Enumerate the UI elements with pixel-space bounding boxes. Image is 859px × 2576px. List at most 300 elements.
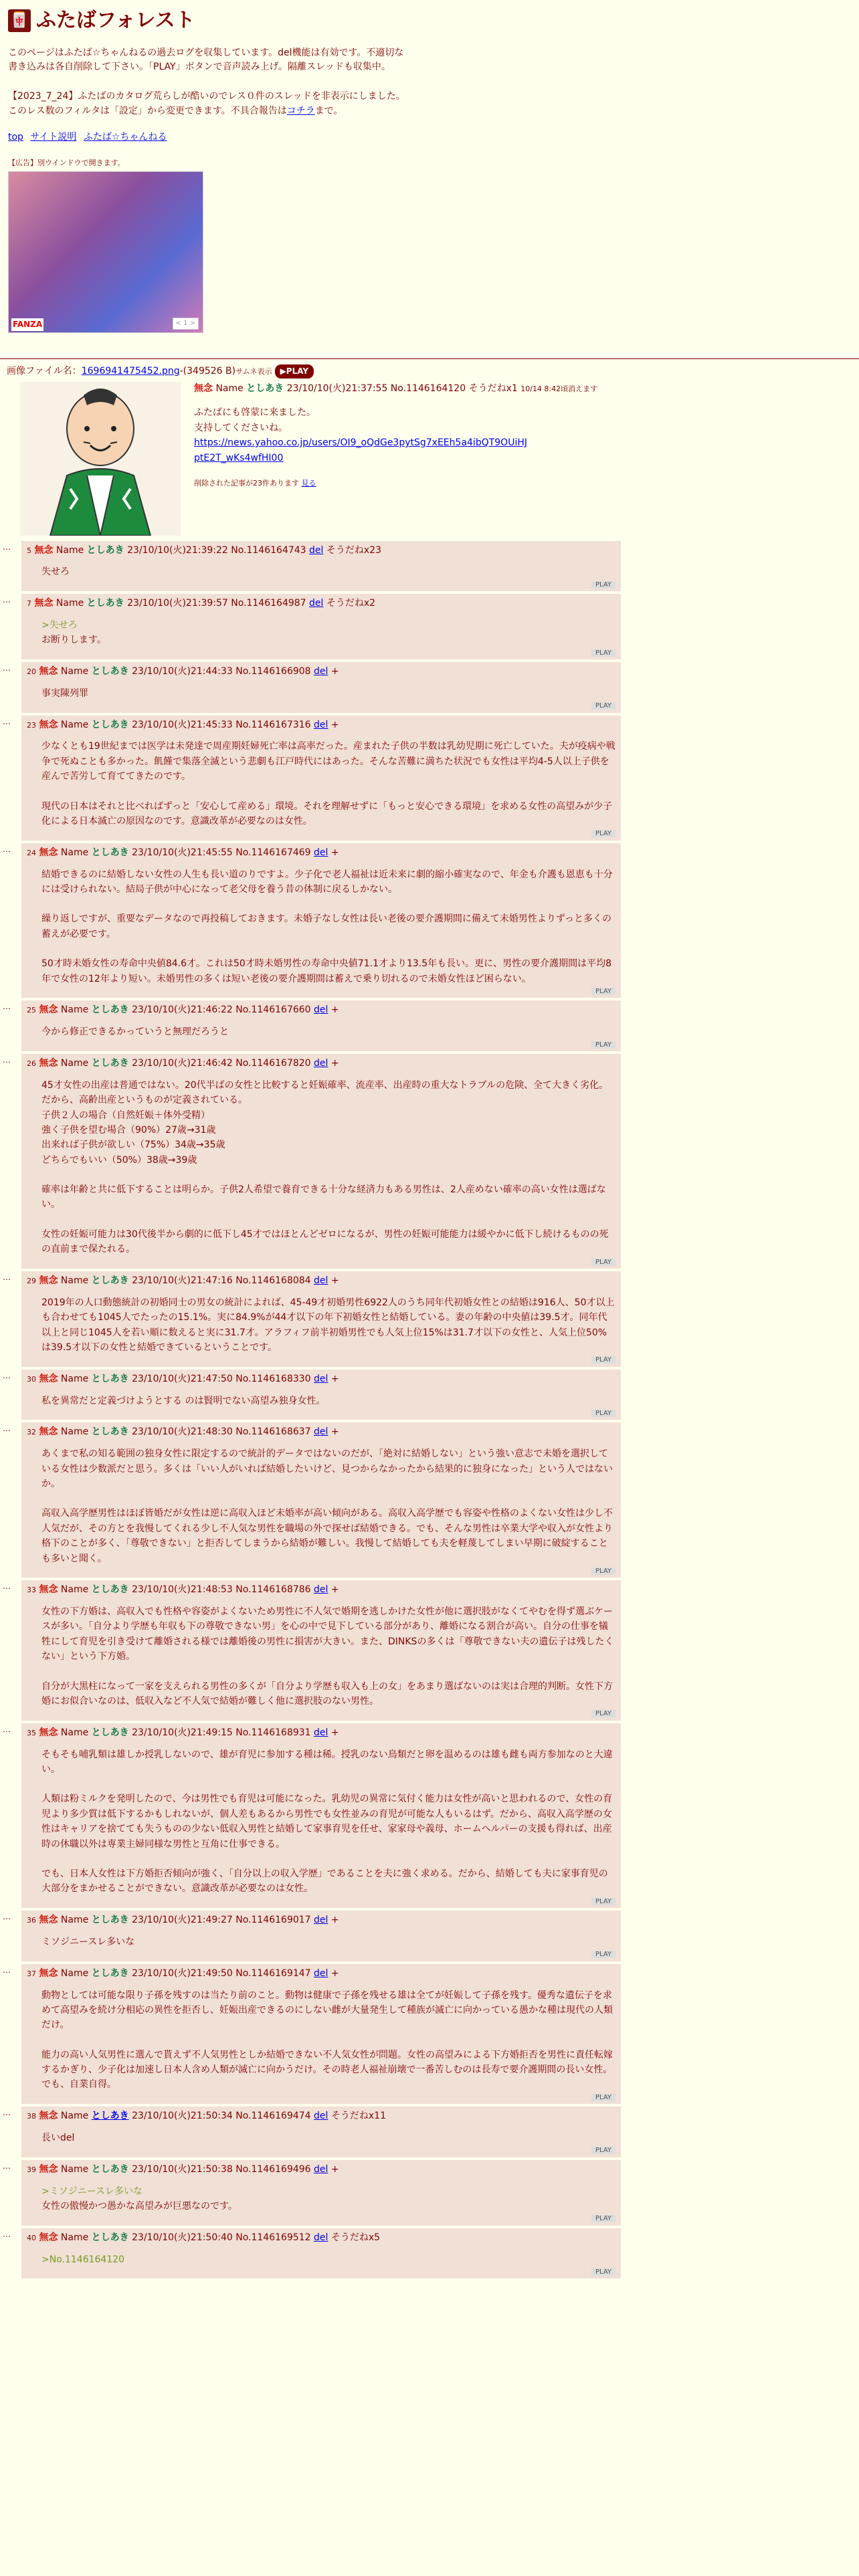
reply-box (21, 541, 621, 592)
reply-text (41, 867, 615, 986)
reply-post (3, 1723, 615, 1908)
reply-line: 2019年の人口動態統計の初婚同士の男女の統計によれば、45-49才初婚男性6922人のうち同年代初婚女性との結婚は916人、50才以上も合わせても1045人でたったの15.1%。実に84.9%が44才以下の年下初婚女性と結婚している。妻の年齢の中央値は39.5才。同年代以上と同じ1045人を若い順に数えると実に31.7才。アラフィフ前半初婚男性でも人気上位15%は31.7才以下の女性と、人気上位50%は39.5才以下の女性と結婚できているということです。 (41, 1297, 615, 1353)
op-content (194, 382, 852, 536)
reply-datetime: 23/10/10(火)21:39:57 No.1146164987 (127, 598, 306, 609)
reply-del-link[interactable]: del (314, 666, 328, 677)
reply-header (27, 665, 615, 679)
reply-sodane[interactable]: + (330, 2163, 339, 2175)
reply-box (21, 2107, 621, 2157)
op-name: としあき (246, 383, 284, 394)
intro-text-2-before: 【2023_7_24】ふたばのカタログ荒らしが酷いのでレス０件のスレッドを非表示にしました。このレス数のフィルタは「設定」から変更できます。不具合報告は (8, 90, 405, 116)
reply-sodane[interactable]: そうだねx5 (330, 2232, 381, 2243)
reply-dots: … (3, 716, 11, 726)
reply-index: 37 (27, 1969, 36, 1978)
reply-line: でも、日本人女性は下方婚拒否傾向が強く、「自分以上の収入学歴」であることを夫に強く求める。だから、結婚しても夫に家事育児の大部分をまかせることができない。意識改革が必要なのは女性。 (41, 1868, 608, 1895)
reply-subject: 無念 (39, 1275, 58, 1287)
reply-name: としあき (86, 598, 124, 609)
header (0, 0, 859, 333)
reply-del-link[interactable]: del (314, 1058, 328, 1069)
reply-del-link[interactable]: del (314, 847, 328, 858)
reply-play (27, 2214, 615, 2224)
reply-sodane[interactable]: + (330, 1426, 339, 1438)
reply-play-button[interactable]: PLAY (591, 1951, 615, 1958)
reply-box (21, 1422, 621, 1578)
reply-line: >ミソジニースレ多いな (41, 2185, 143, 2197)
reply-play-button[interactable]: PLAY (591, 1710, 615, 1717)
reply-text (41, 1295, 615, 1356)
reply-del-link[interactable]: del (314, 719, 328, 730)
reply-play (27, 1566, 615, 1577)
reply-datetime: 23/10/10(火)21:46:42 No.1146167820 (132, 1058, 311, 1069)
reply-text (41, 2252, 615, 2267)
reply-del-link[interactable]: del (314, 1275, 328, 1287)
title-row (8, 5, 851, 37)
reply-post (3, 1422, 615, 1578)
reply-play (27, 1040, 615, 1051)
reply-dots: … (3, 1424, 11, 1434)
reply-dots: … (3, 1273, 11, 1283)
reply-dots: … (3, 2161, 11, 2171)
reply-line: 高収入高学歴男性はほぼ皆婚だが女性は逆に高収入ほど未婚率が高い傾向がある。高収入高学歴でも容姿や性格のよくない女性は少し不人気だが、その方とを我慢してくれる少し不人気な男性を職場の外で探せば結婚できる。でも、そんな男性は卒業大学や収入が女性より格下のことが多く、「尊敬できない」と拒否してしまうから結婚が難しい。我慢して結婚しても夫を軽蔑してしまい早期に破綻することも多いと聞く。 (41, 1508, 613, 1564)
reply-line: 長いdel (41, 2133, 75, 2144)
reply-box (21, 2228, 621, 2279)
reply-post (3, 1580, 615, 1721)
reply-header (27, 2163, 615, 2177)
reply-index: 24 (27, 848, 36, 857)
reply-index: 23 (27, 720, 36, 730)
reply-play-button[interactable]: PLAY (591, 1568, 615, 1575)
reply-line: >No.1146164120 (41, 2254, 125, 2265)
reply-play (27, 986, 615, 997)
reply-datetime: 23/10/10(火)21:45:33 No.1146167316 (132, 719, 311, 730)
reply-line: ミソジニースレ多いな (41, 1936, 135, 1947)
reply-name-label: Name (60, 1915, 89, 1926)
reply-del-link[interactable]: del (314, 1915, 328, 1926)
reply-box (21, 1054, 621, 1269)
separator (0, 358, 859, 359)
reply-subject: 無念 (39, 719, 58, 730)
reply-post (3, 541, 615, 592)
reply-sodane[interactable]: + (330, 1373, 339, 1384)
reply-name: としあき (91, 666, 129, 677)
reply-play (27, 1897, 615, 1907)
reply-line: 私を異常だと定義づけようとする のは賢明でない高望み独身女性。 (41, 1395, 326, 1406)
site-title[interactable]: ふたばフォレスト (36, 9, 195, 32)
intro-text-2 (8, 90, 409, 118)
toshiaki-avatar-icon (20, 382, 181, 536)
reply-subject: 無念 (39, 1058, 58, 1069)
reply-play (27, 2145, 615, 2156)
reply-play-button[interactable]: PLAY (591, 581, 615, 588)
nav-futaba-link[interactable]: ふたば☆ちゃんねる (83, 132, 167, 143)
reply-play (27, 701, 615, 712)
reply-name-label: Name (60, 1373, 89, 1384)
deleted-view-link[interactable]: 見る (301, 478, 316, 488)
reply-del-link[interactable]: del (309, 598, 324, 609)
reply-index: 40 (27, 2233, 36, 2242)
reply-header (27, 1913, 615, 1928)
intro-text-2-after: まで。 (314, 105, 343, 116)
reply-datetime: 23/10/10(火)21:50:38 No.1146169496 (132, 2163, 311, 2175)
op-text (194, 405, 852, 465)
reply-sodane[interactable]: そうだねx23 (326, 544, 381, 556)
reply-del-link[interactable]: del (314, 1727, 328, 1738)
reply-name-label: Name (60, 2232, 89, 2243)
reply-box (21, 594, 621, 659)
reply-line: 女性の下方婚は、高収入でも性格や容姿がよくないため男性に不人気で婚期を逃しかけた女性が他に選択肢がなくてやむを得ず選ぶケースが多い。「自分より学歴も年収も下の尊敬できない男」を心の中で見下している部分があり、離婚になる割合が高い。自分の仕事を犠牲にして育児を引き受けて離婚される様では離婚後の男性に損害が大きい。また、DINKSの多くは「尊敬できない夫の遺伝子は残したくない」という下方婚。 (41, 1606, 614, 1662)
reply-header (27, 1003, 615, 1018)
op-post (0, 364, 859, 536)
reply-line: 子供２人の場合（自然妊娠＋体外受精） (41, 1109, 210, 1121)
reply-subject: 無念 (34, 544, 54, 556)
reply-name: としあき (91, 1275, 129, 1287)
reply-sodane[interactable]: + (330, 1004, 339, 1016)
reply-name-label: Name (60, 1727, 89, 1738)
reply-index: 39 (27, 2165, 36, 2174)
reply-subject: 無念 (39, 1584, 58, 1596)
reply-name: としあき (91, 1967, 129, 1979)
reply-subject: 無念 (39, 666, 58, 677)
reply-post (3, 1054, 615, 1269)
reply-del-link[interactable]: del (314, 2163, 328, 2175)
reply-play-button[interactable]: PLAY (591, 1898, 615, 1905)
reply-subject: 無念 (39, 1426, 58, 1438)
reply-name-link[interactable]: としあき (91, 2111, 129, 2122)
reply-text (41, 1747, 615, 1897)
reply-index: 38 (27, 2112, 36, 2121)
reply-del-link[interactable]: del (314, 1967, 328, 1979)
reply-index: 30 (27, 1374, 36, 1384)
reply-dots: … (3, 1965, 11, 1975)
bug-report-link[interactable]: コチラ (286, 105, 315, 116)
reply-datetime: 23/10/10(火)21:46:22 No.1146167660 (132, 1004, 311, 1016)
replies (0, 541, 859, 2279)
reply-datetime: 23/10/10(火)21:50:34 No.1146169474 (132, 2111, 311, 2122)
reply-name-label: Name (56, 598, 84, 609)
reply-sodane[interactable]: + (330, 719, 339, 730)
reply-play (27, 1709, 615, 1719)
reply-box (21, 1580, 621, 1721)
reply-dots: … (3, 1582, 11, 1592)
reply-play-button[interactable]: PLAY (591, 1041, 615, 1049)
reply-subject: 無念 (39, 2232, 58, 2243)
reply-text (41, 686, 615, 701)
site-logo-icon[interactable]: 🀄 (8, 9, 31, 32)
reply-header (27, 2231, 615, 2246)
reply-play-button[interactable]: PLAY (591, 1410, 615, 1417)
reply-header (27, 597, 615, 611)
reply-line: 確率は年齢と共に低下することは明らか。子供2人希望で養育できる十分な経済力もある男性は、2人産めない確率の高い女性は選ばない。 (41, 1184, 606, 1210)
reply-header (27, 2109, 615, 2124)
reply-text (41, 618, 615, 648)
reply-post (3, 594, 615, 659)
reply-line: 失せろ (41, 566, 70, 578)
reply-header (27, 1425, 615, 1440)
play-button[interactable]: ▶PLAY (275, 364, 314, 379)
reply-dots: … (3, 844, 11, 854)
reply-name-label: Name (60, 1275, 89, 1287)
reply-index: 32 (27, 1428, 36, 1437)
reply-post (3, 1911, 615, 1961)
reply-subject: 無念 (39, 2111, 58, 2122)
reply-sodane[interactable]: + (330, 666, 339, 677)
op-thumbnail[interactable] (20, 382, 181, 536)
file-label: 画像ファイル名： (7, 365, 82, 377)
reply-post (3, 716, 615, 841)
reply-dots: … (3, 2108, 11, 2118)
reply-name: としあき (91, 1058, 129, 1069)
reply-play (27, 829, 615, 839)
reply-play-button[interactable]: PLAY (591, 2268, 615, 2276)
reply-dots: … (3, 1912, 11, 1922)
reply-play-button[interactable]: PLAY (591, 988, 615, 995)
reply-name: としあき (91, 1373, 129, 1384)
reply-line: 今から修正できるかっていうと無理だろうと (41, 1027, 229, 1038)
reply-sodane[interactable]: + (330, 1058, 339, 1069)
reply-datetime: 23/10/10(火)21:50:40 No.1146169512 (132, 2232, 311, 2243)
reply-text (41, 739, 615, 829)
reply-datetime: 23/10/10(火)21:44:33 No.1146166908 (132, 666, 311, 677)
reply-play-button[interactable]: PLAY (591, 1356, 615, 1364)
reply-post (3, 662, 615, 713)
reply-dots: … (3, 1370, 11, 1380)
reply-line: どちらでもいい（50%）38歳→39歳 (41, 1154, 197, 1166)
reply-dots: … (3, 1724, 11, 1734)
reply-line: 45才女性の出産は普通ではない。20代半ばの女性と比較すると妊娠確率、流産率、出産時の重大なトラブルの危険、全て大きく劣化。だから、高齢出産というものが定義されている。 (41, 1079, 609, 1106)
reply-box (21, 662, 621, 713)
nav-about-link[interactable]: サイト説明 (30, 132, 77, 143)
reply-name-label: Name (60, 1004, 89, 1016)
reply-line: 能力の高い人気男性に選んで貰えず不人気男性としか結婚できない不人気女性が問題。女性の高望みによる下方婚拒否を男性に責任転嫁するかぎり、少子化は加速し日本人含め人類が滅亡に向かうだけ。その時老人福祉崩壊で一番苦しむのは長寿で要介護期間の長い女性。でも、自業自得。 (41, 2049, 613, 2090)
reply-line: 女性の傲慢かつ愚かな高望みが巨悪なのです。 (41, 2201, 237, 2212)
reply-post (3, 2228, 615, 2279)
reply-name: としあき (91, 1004, 129, 1016)
reply-del-link[interactable]: del (314, 2111, 328, 2122)
ad-brand-logo: FANZA (11, 318, 43, 331)
reply-text (41, 1935, 615, 1949)
op-datetime: 23/10/10(火)21:37:55 No.1146164120 (286, 383, 466, 394)
op-line-1: ふたばにも啓蒙に来ました。 (194, 407, 316, 419)
reply-header (27, 1372, 615, 1387)
reply-subject: 無念 (39, 1967, 58, 1979)
op-expire: 10/14 8:42頃消えます (520, 384, 598, 393)
reply-index: 25 (27, 1006, 36, 1015)
op-body (7, 382, 852, 536)
reply-del-link[interactable]: del (314, 2232, 328, 2243)
reply-name: としあき (91, 1426, 129, 1438)
reply-text (41, 1078, 615, 1257)
reply-line: 現代の日本はそれと比べればずっと「安心して産める」環境。それを理解せずに「もっと安心できる環境」を求める女性の高望みが少子化による日本滅亡の原因なのです。意識改革が必要なのは女性。 (41, 800, 613, 827)
reply-post (3, 1370, 615, 1420)
reply-post (3, 1000, 615, 1051)
op-url-link[interactable]: https://news.yahoo.co.jp/users/OI9_oQdGe3pytSg7xEEh5a4ibQT9OUiHJ (194, 437, 527, 449)
reply-header (27, 718, 615, 733)
reply-dots: … (3, 595, 11, 605)
reply-sodane[interactable]: + (330, 1967, 339, 1979)
reply-index: 33 (27, 1586, 36, 1595)
reply-text (41, 1604, 615, 1709)
reply-subject: 無念 (39, 2163, 58, 2175)
reply-subject: 無念 (39, 847, 58, 858)
reply-line: 強く子供を望む場合（90%）27歳→31歳 (41, 1124, 216, 1136)
reply-del-link[interactable]: del (314, 1426, 328, 1438)
reply-name: としあき (86, 544, 124, 556)
reply-post (3, 2107, 615, 2157)
reply-datetime: 23/10/10(火)21:49:27 No.1146169017 (132, 1915, 311, 1926)
reply-index: 26 (27, 1059, 36, 1069)
reply-dots: … (3, 663, 11, 673)
reply-post (3, 843, 615, 998)
ad-pager[interactable]: < 1 > (173, 318, 199, 330)
reply-del-link[interactable]: del (314, 1004, 328, 1016)
deleted-note-text: 削除された記事が23件あります (194, 478, 299, 488)
reply-header (27, 846, 615, 861)
reply-name: としあき (91, 1584, 129, 1596)
reply-header (27, 1274, 615, 1289)
file-name-link[interactable]: 1696941475452.png (81, 365, 180, 377)
op-url-link-cont[interactable]: ptE2T_wKs4wfHI00 (194, 452, 284, 463)
reply-text (41, 1988, 615, 2092)
reply-index: 36 (27, 1916, 36, 1925)
reply-post (3, 1964, 615, 2105)
reply-line: 事実陳列罪 (41, 687, 88, 699)
reply-datetime: 23/10/10(火)21:47:16 No.1146168084 (132, 1275, 311, 1287)
reply-subject: 無念 (34, 598, 54, 609)
reply-datetime: 23/10/10(火)21:48:30 No.1146168637 (132, 1426, 311, 1438)
reply-header (27, 1967, 615, 1981)
reply-sodane[interactable]: + (330, 1915, 339, 1926)
reply-del-link[interactable]: del (314, 1373, 328, 1384)
reply-play (27, 1257, 615, 1268)
reply-play (27, 2267, 615, 2278)
file-meta: -(349526 B) (179, 365, 236, 377)
reply-post (3, 1271, 615, 1367)
reply-box (21, 843, 621, 998)
reply-name: としあき (91, 719, 129, 730)
reply-play (27, 1408, 615, 1419)
reply-text (41, 1446, 615, 1566)
reply-subject: 無念 (39, 1004, 58, 1016)
reply-box (21, 2160, 621, 2226)
reply-name-label: Name (60, 666, 89, 677)
reply-datetime: 23/10/10(火)21:45:55 No.1146167469 (132, 847, 311, 858)
reply-box (21, 716, 621, 841)
reply-play (27, 2092, 615, 2103)
op-line-2: 支持してくださいね。 (194, 422, 288, 433)
reply-name-label: Name (60, 847, 89, 858)
reply-text (41, 564, 615, 579)
reply-sodane[interactable]: そうだねx2 (326, 598, 376, 609)
op-subject: 無念 (194, 383, 213, 394)
intro-text-1: このページはふたば☆ちゃんねるの過去ログを収集しています。del機能は有効です。不適切な書き込みは各自削除して下さい。「PLAY」ボタンで音声読み上げ。隔離スレッドも収集中。 (8, 47, 404, 73)
reply-dots: … (3, 2229, 11, 2239)
reply-name: としあき (91, 2163, 129, 2175)
reply-sodane[interactable]: + (330, 1584, 339, 1596)
reply-play-button[interactable]: PLAY (591, 2094, 615, 2101)
reply-name-label: Name (60, 719, 89, 730)
reply-header (27, 1726, 615, 1741)
reply-datetime: 23/10/10(火)21:39:22 No.1146164743 (127, 544, 306, 556)
reply-subject: 無念 (39, 1727, 58, 1738)
reply-sodane[interactable]: そうだねx11 (330, 2111, 386, 2122)
reply-name-label: Name (60, 2163, 89, 2175)
reply-line: 人類は粉ミルクを発明したので、今は男性でも育児は可能になった。乳幼児の異常に気付く能力は女性が高いと思われるので、女性の育児より多少質は低下するかもしれないが、個人差もあるから男性でも女性並みの育児が可能な人もいるはず。だから、高収入高学歴の女性はキャリアを捨てても失うものの少ない低収入男性と結婚して家事育児を任せ、家家母や義母、ホームヘルパーの支援も得れば、出産時の休職以外は専業主婦同様な男性と互角に仕事できる。 (41, 1794, 613, 1850)
reply-del-link[interactable]: del (309, 544, 324, 556)
reply-box (21, 1911, 621, 1961)
reply-name: としあき (91, 1915, 129, 1926)
reply-index: 5 (27, 546, 31, 555)
reply-play-button[interactable]: PLAY (591, 702, 615, 710)
reply-play-button[interactable]: PLAY (591, 2147, 615, 2154)
reply-play-button[interactable]: PLAY (591, 2215, 615, 2222)
nav-top-link[interactable]: top (8, 132, 23, 143)
reply-line: >失せろ (41, 619, 78, 631)
reply-line: そもそも哺乳類は雄しか授乳しないので、雄が育児に参加する種は稀。授乳のない鳥類だと卵を温めるのは雄も雌も両方参加なのと大違い。 (41, 1749, 613, 1775)
reply-play-button[interactable]: PLAY (591, 830, 615, 837)
reply-index: 35 (27, 1728, 36, 1737)
reply-box (21, 1000, 621, 1051)
reply-datetime: 23/10/10(火)21:48:53 No.1146168786 (132, 1584, 311, 1596)
file-line (7, 364, 852, 379)
reply-index: 29 (27, 1277, 36, 1286)
reply-datetime: 23/10/10(火)21:49:15 No.1146168931 (132, 1727, 311, 1738)
reply-text (41, 1025, 615, 1039)
reply-play (27, 1355, 615, 1366)
reply-datetime: 23/10/10(火)21:47:50 No.1146168330 (132, 1373, 311, 1384)
reply-dots: … (3, 1002, 11, 1012)
reply-name: としあき (91, 847, 129, 858)
reply-sodane[interactable]: + (330, 1275, 339, 1287)
reply-header (27, 1057, 615, 1071)
reply-play-button[interactable]: PLAY (591, 1259, 615, 1266)
reply-text (41, 1394, 615, 1408)
reply-name-label: Name (56, 544, 84, 556)
reply-name-label: Name (60, 1584, 89, 1596)
nav-links (8, 130, 851, 145)
reply-box (21, 1370, 621, 1420)
reply-sodane[interactable]: + (330, 1727, 339, 1738)
play-button-label: PLAY (286, 366, 309, 376)
op-sodane[interactable]: そうだねx1 (468, 383, 518, 394)
intro (8, 46, 409, 119)
reply-line: 自分が大黒柱になって一家を支えられる男性の多くが「自分より学歴も収入も上の女」をあまり選ばないのは実は合理的判断。女性下方婚にお似合いなのは、低収入など不人気で結婚が難しく他に選択肢のない男性。 (41, 1681, 613, 1707)
reply-box (21, 1271, 621, 1367)
reply-line: あくまで私の知る範囲の独身女性に限定するので統計的データではないのだが、「絶対に結婚しない」という強い意志で未婚を選択している女性は少数派だと思う。多くは「いい人がいれば結婚したいけど、見つからなかったから結果的に独身になった」という人ではないか。 (41, 1448, 613, 1489)
reply-name: としあき (91, 2232, 129, 2243)
reply-text (41, 2131, 615, 2145)
reply-sodane[interactable]: + (330, 847, 339, 858)
reply-name-label: Name (60, 2111, 89, 2122)
ad-banner[interactable] (8, 171, 203, 333)
reply-text (41, 2184, 615, 2214)
op-header (194, 382, 852, 397)
reply-index: 20 (27, 667, 36, 677)
reply-datetime: 23/10/10(火)21:49:50 No.1146169147 (132, 1967, 311, 1979)
reply-del-link[interactable]: del (314, 1584, 328, 1596)
reply-dots: … (3, 1055, 11, 1065)
reply-box (21, 1964, 621, 2105)
thumb-note: サムネ表示 (235, 366, 272, 376)
reply-play-button[interactable]: PLAY (591, 649, 615, 657)
deleted-note (194, 477, 852, 489)
reply-line: 少なくとも19世紀までは医学は未発達で周産期妊婦死亡率は高率だった。産まれた子供の半数は乳幼児期に死亡していた。夫が疫病や戦争で死ぬことも多かった。飢饉で集落全滅という悲劇も江戸時代にはあった。そんな苦難に満ちた状況でも女性は平均4-5人以上子供を産んで苦労して育ててきたのです。 (41, 741, 615, 782)
reply-post (3, 2160, 615, 2226)
reply-play (27, 1949, 615, 1960)
reply-header (27, 1583, 615, 1598)
reply-subject: 無念 (39, 1373, 58, 1384)
reply-dots: … (3, 542, 11, 552)
reply-line: お断りします。 (41, 635, 106, 646)
